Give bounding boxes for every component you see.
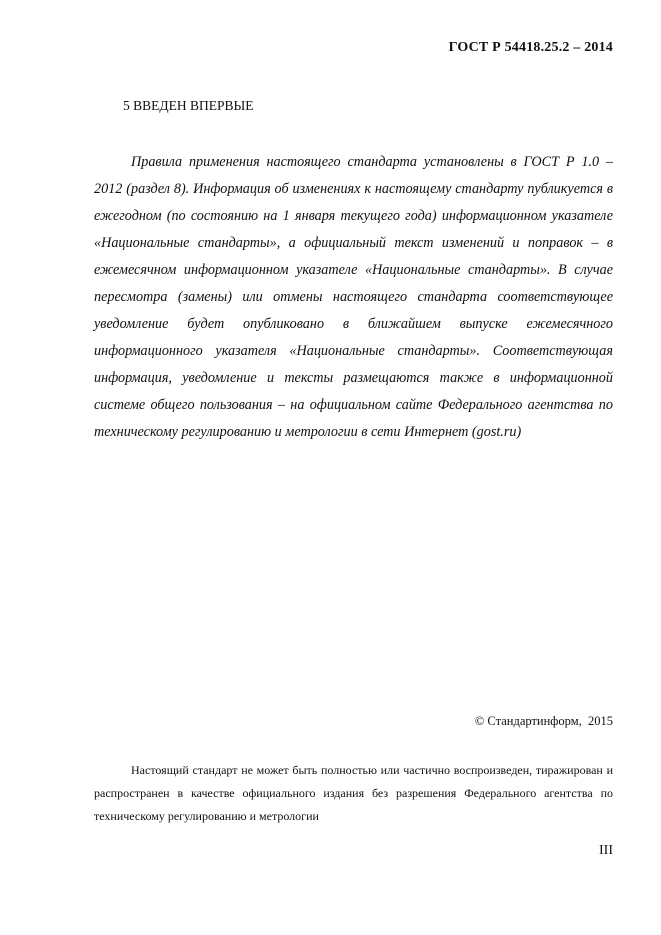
section-heading: 5 ВВЕДЕН ВПЕРВЫЕ: [123, 98, 254, 113]
copyright-line: © Стандартинформ, 2015: [474, 714, 613, 728]
standard-code-header: ГОСТ Р 54418.25.2 – 2014: [448, 40, 613, 55]
reproduction-rights-notice: Настоящий стандарт не может быть полностью или частично воспроизведен, тиражирован и распространен в качестве официального издания без разрешения Федерального агентства по техническому регулированию и метрологии: [94, 763, 613, 823]
standard-application-notice: Правила применения настоящего стандарта установлены в ГОСТ Р 1.0 – 2012 (раздел 8). Информация об изменениях к настоящему стандарту публикуется в ежегодном (по состоянию на 1 января текущего года) информационном указателе «Национальные стандарты», а официальный текст изменений и поправок – в ежемесячном информационном указателе «Национальные стандарты». В случае пересмотра (замены) или отмены настоящего стандарта соответствующее уведомление будет опубликовано в ближайшем выпуске ежемесячного информационного указателя «Национальные стандарты». Соответствующая информация, уведомление и тексты размещаются также в информационной системе общего пользования – на официальном сайте Федерального агентства по техническому регулированию и метрологии в сети Интернет (gost.ru): [94, 154, 613, 440]
page-number: III: [599, 843, 613, 858]
